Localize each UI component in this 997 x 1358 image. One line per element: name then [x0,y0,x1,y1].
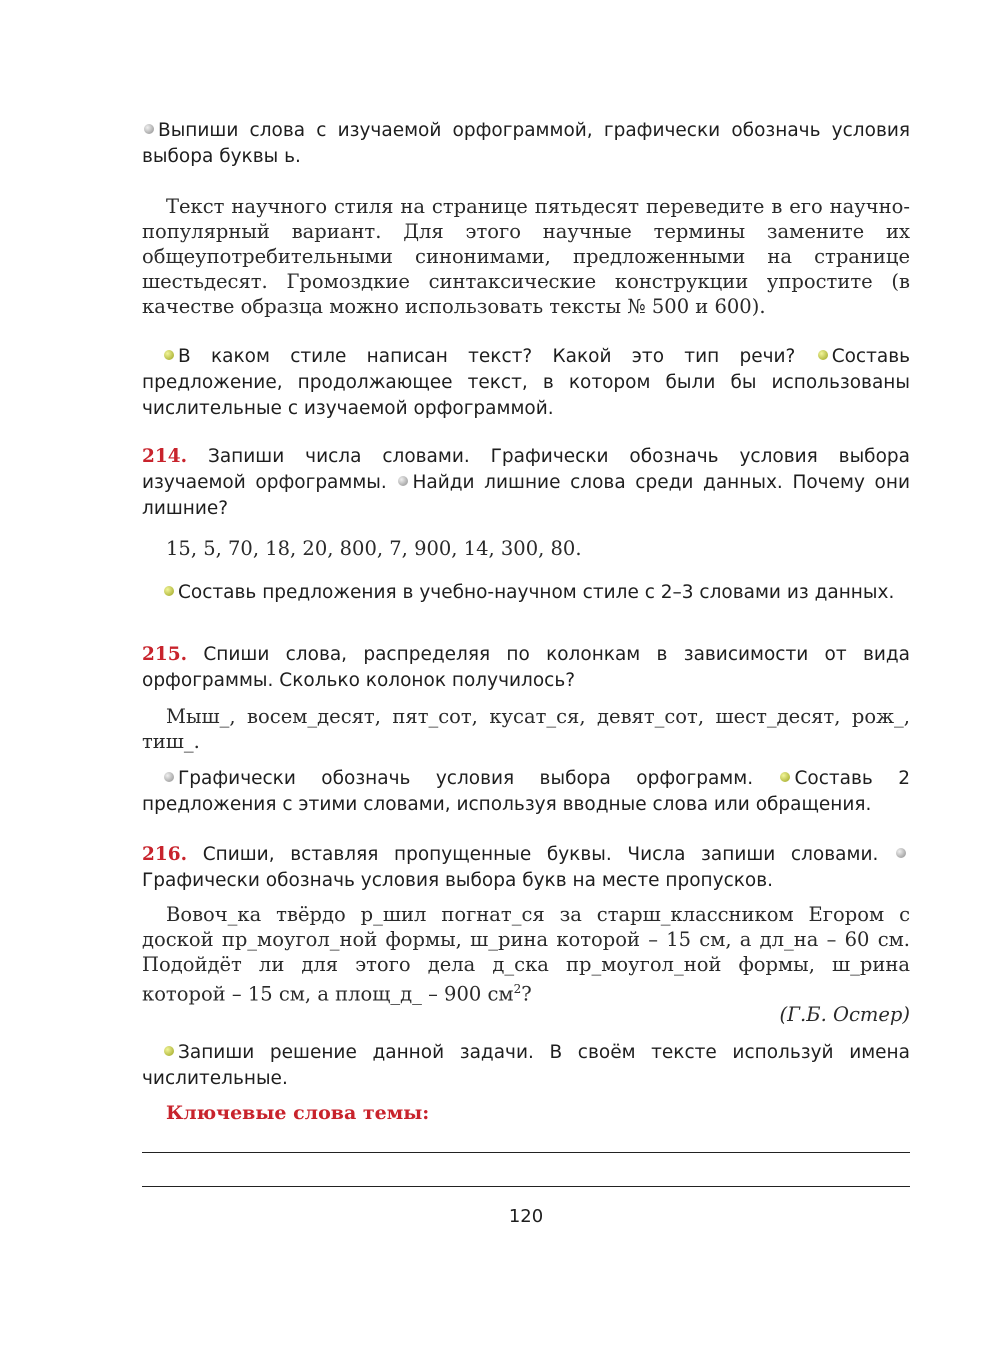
answer-line [142,1152,910,1153]
exercise-215-task: 215. Спиши слова, распределяя по колонкам в зависимости от вида орфограммы. Сколько колонок получилось? [142,644,910,691]
keywords-label: Ключевые слова темы: [166,1102,430,1124]
gray-bullet-icon [164,772,174,782]
answer-line [142,1186,910,1187]
exercise-214-followup: Составь предложения в учебно-научном стиле с 2–3 словами из данных. [142,580,910,606]
exercise-number: 216. [142,844,188,865]
olive-bullet-icon [164,350,174,360]
gray-bullet-icon [144,124,154,134]
gray-bullet-icon [398,476,408,486]
author-citation: (Г.Б. Остер) [779,1003,910,1026]
exercise-214-task: 214. Запиши числа словами. Графически обозначь условия выбора изучаемой орфограммы. Найди лишние слова среди данных. Почему они лишние? [142,446,910,519]
exercise-214-numbers: 15, 5, 70, 18, 20, 800, 7, 900, 14, 300, 80. [166,537,582,560]
exercise-216-text: Вовоч_ка твёрдо р_шил погнат_ся за старш_классником Егором с доской пр_моугол_ной формы, ш_рина которой – 15 см, а дл_на – 60 см. Подойдёт ли для этого дела д_ска пр_моугол_ной формы, ш_рина которой – 15 см, а площ_д_ – 900 $см^2$? [142,903,910,1006]
text-block: Текст научного стиля на странице пятьдесят переведите в его научно-популярный вариант. Для этого научные термины замените их общеупотребительными синонимами, предложенными на странице шестьдесят. Громоздкие синтаксические конструкции упростите (в качестве образца можно использовать тексты № 500 и 600). [142,195,910,318]
olive-bullet-icon [818,350,828,360]
page-number: 120 [508,1206,544,1227]
task-intro: Выпиши слова с изучаемой орфограммой, графически обозначь условия выбора буквы ь. [142,120,910,167]
exercise-216-task: 216. Спиши, вставляя пропущенные буквы. Числа запиши словами. Графически обозначь условия выбора букв на месте пропусков. [142,842,910,894]
exercise-number: 215. [142,644,188,665]
exercise-216-followup: Запиши решение данной задачи. В своём тексте используй имена числительные. [142,1042,910,1089]
style-questions: В каком стиле написан текст? Какой это тип речи? Составь предложение, продолжающее текст, в котором были бы использованы числительные с изучаемой орфограммой. [142,346,911,419]
exercise-215-words: Мыш_, восем_десят, пят_сот, кусат_ся, девят_сот, шест_десят, рож_, тиш_. [142,705,910,753]
olive-bullet-icon [780,772,790,782]
exercise-number: 214. [142,446,188,467]
olive-bullet-icon [164,586,174,596]
exercise-215-followup: Графически обозначь условия выбора орфограмм. Составь 2 предложения с этими словами, используя вводные слова или обращения. [142,768,910,815]
olive-bullet-icon [164,1046,174,1056]
gray-bullet-icon [896,848,906,858]
